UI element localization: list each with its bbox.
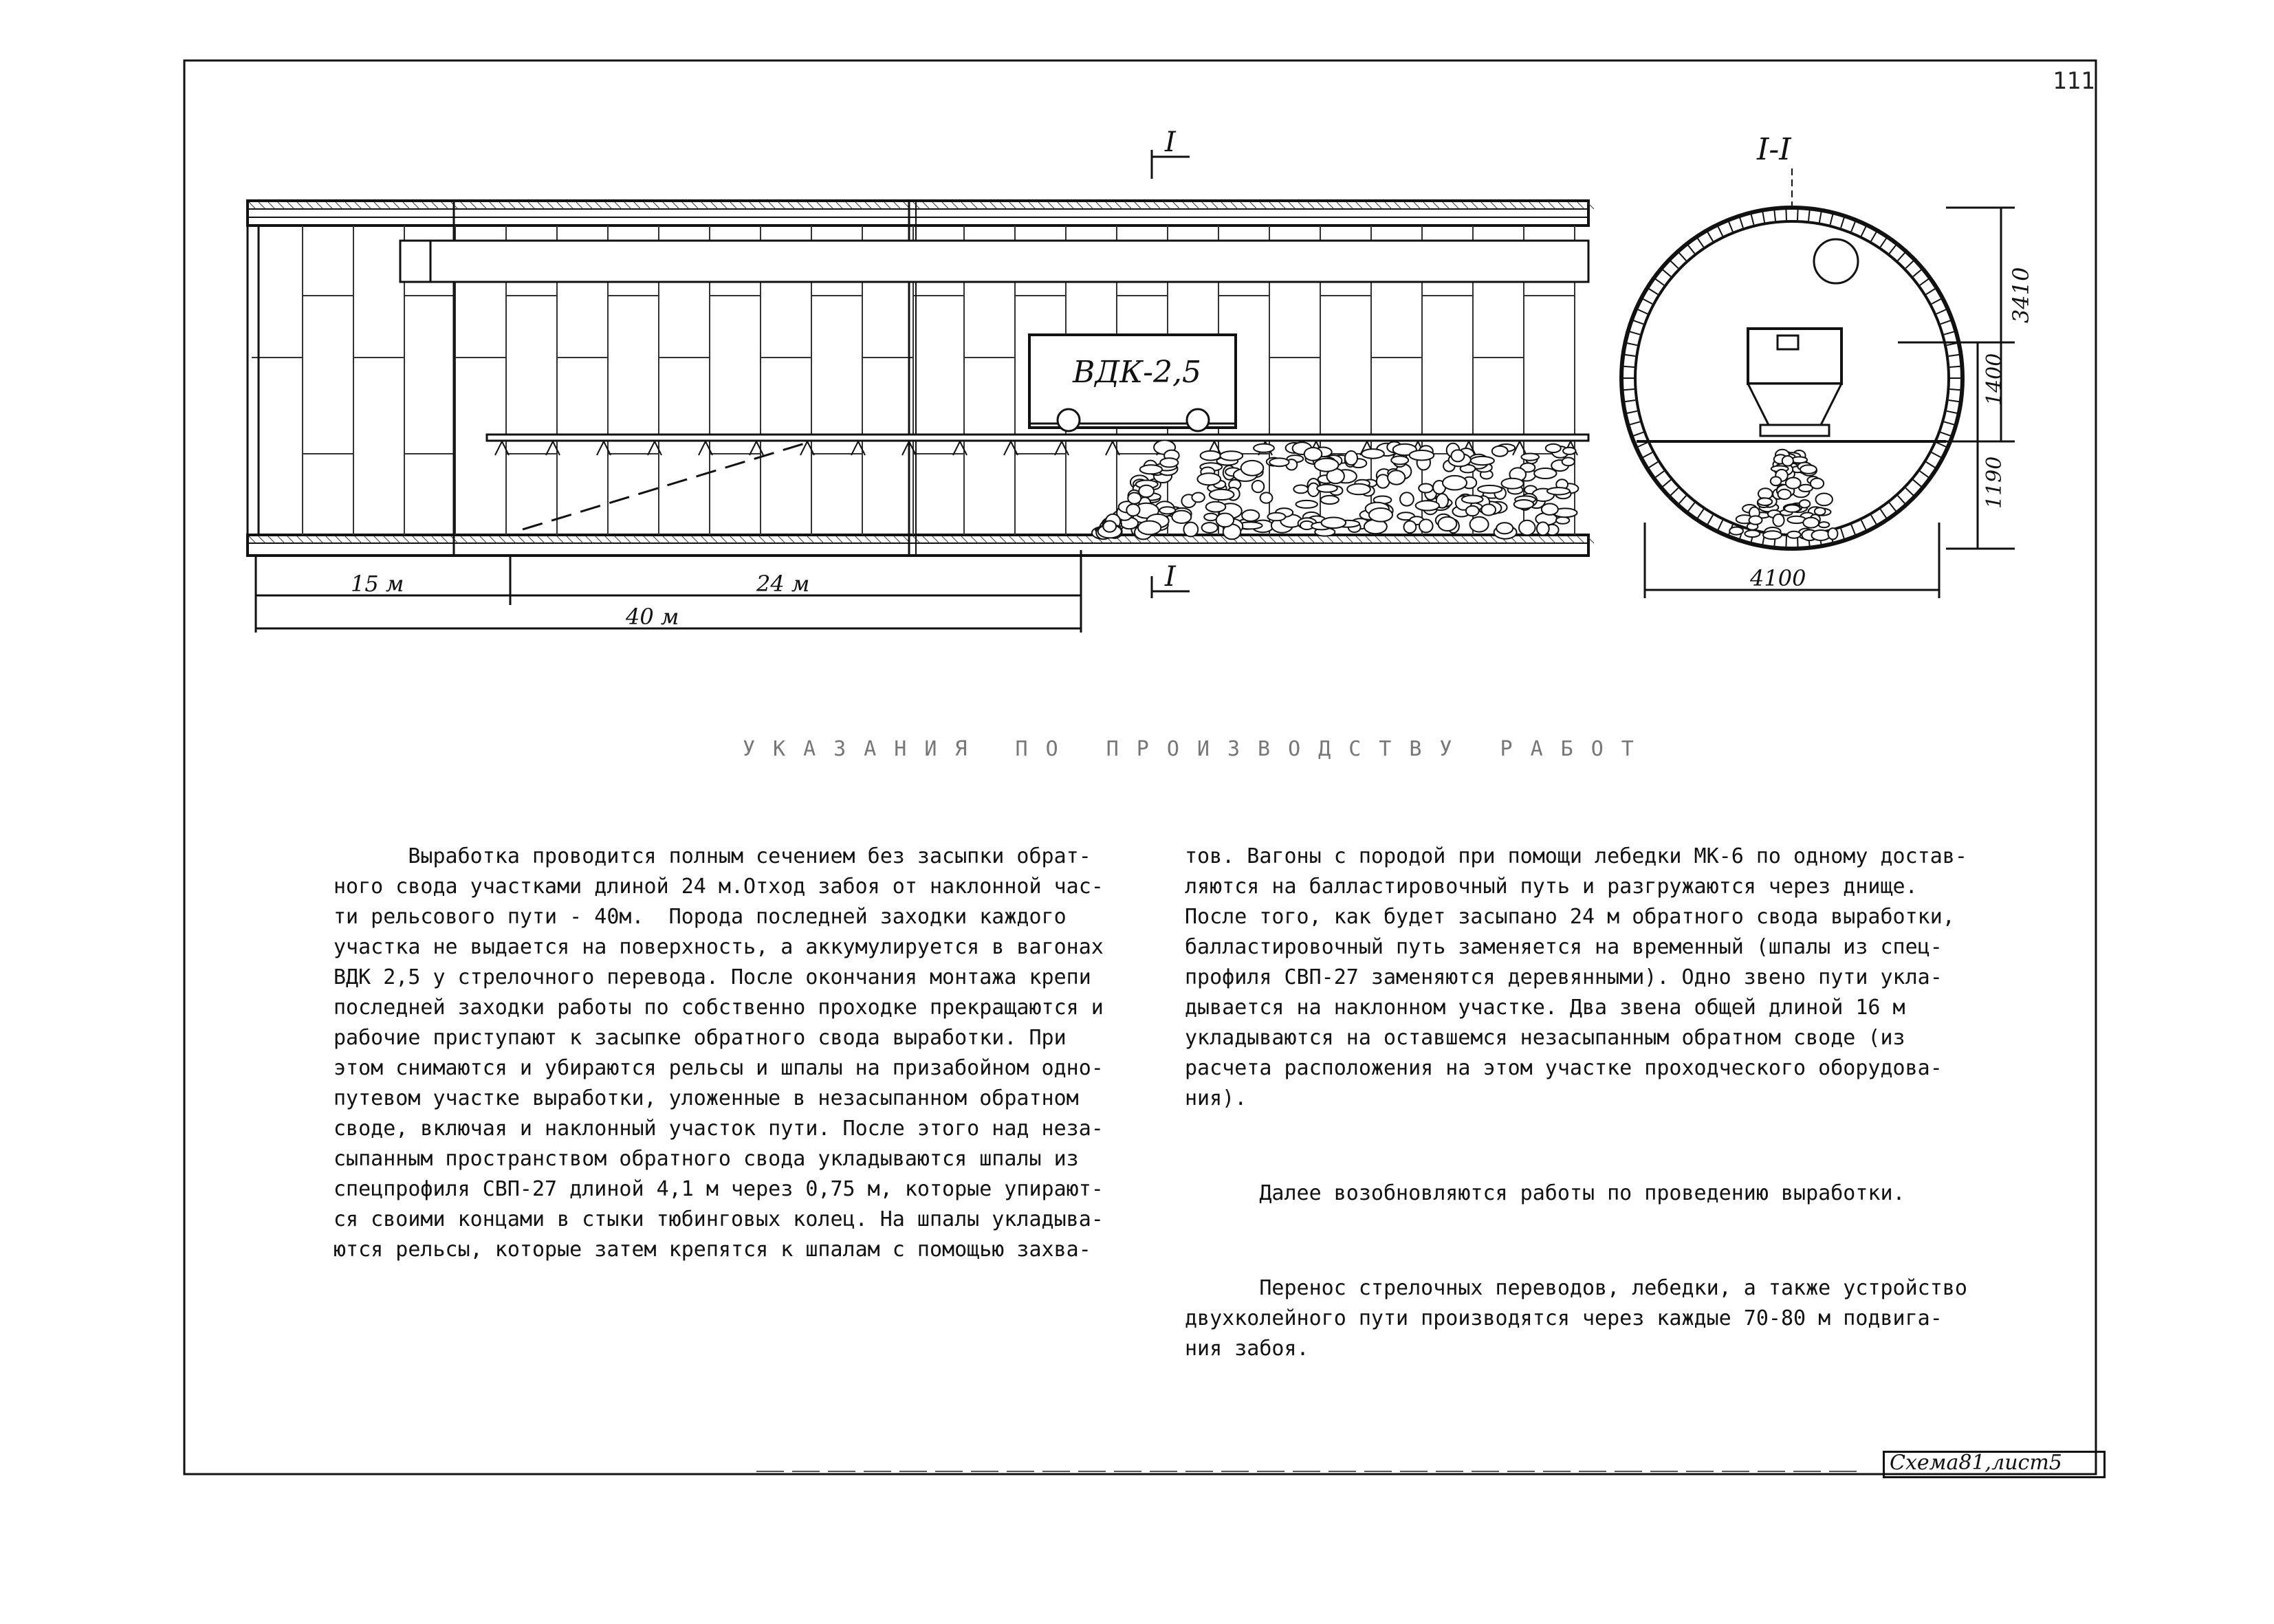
page-number: 111 — [2053, 67, 2095, 95]
instructions-right-column — [1185, 781, 1976, 1429]
sheet-stamp: Схема81,лист5 — [1890, 1451, 2062, 1475]
dim-height-lower: 1190 — [1982, 456, 2007, 509]
wagon-label: ВДК-2,5 — [1073, 355, 1201, 390]
paragraph: тов. Вагоны с породой при помощи лебедки МК-6 по одному достав- ляются на балластировочный путь и разгружаются через днище. После того, как будет засыпано 24 м обратного свода выработки, балластировочный путь заменяется на временный (шпалы из спец- профиля СВП-27 заменяются деревянными). Одно звено пути укла- дывается на наклонном участке. Два звена общей длиной 16 м укладываются на оставшемся незасыпанным обратном своде (из расчета расположения на этом участке проходческого оборудова- ния). — [1185, 844, 1967, 1110]
paragraph: Перенос стрелочных переводов, лебедки, а также устройство двухколейного пути производятся через каждые 70-80 м подвига- ния забоя. — [1185, 1276, 1967, 1361]
instructions-left-column — [334, 781, 1124, 1330]
longitudinal-section — [248, 127, 1594, 633]
paragraph: Выработка проводится полным сечением без засыпки обрат- ного свода участками длиной 24 м.Отход забоя от наклонной час- ти рельсового пути - 40м. Порода последней заходки каждого участка не выдается на поверхность, а аккумулируется в вагонах ВДК 2,5 у стрелочного перевода. После окончания монтажа крепи последней заходки работы по собственно проходке прекращаются и рабочие приступают к засыпке обратного свода выработки. При этом снимаются и убираются рельсы и шпалы на призабойном одно- путевом участке выработки, уложенные в незасыпанном обратном своде, включая и наклонный участок пути. После этого над неза- сыпанным пространством обратного свода укладываются шпалы из спецпрофиля СВП-27 длиной 4,1 м через 0,75 м, которые упирают- ся своими концами в стыки тюбинговых колец. На шпалы укладыва- ются рельсы, которые затем крепятся к шпалам с помощью захва- — [334, 844, 1104, 1262]
dim-width: 4100 — [1750, 565, 1806, 591]
paragraph: Далее возобновляются работы по проведению выработки. — [1185, 1181, 1905, 1205]
section-mark-top: I — [1165, 127, 1176, 158]
cross-section-title: I-I — [1757, 132, 1791, 167]
ventilation-duct — [1814, 239, 1858, 283]
wagon-cross — [1748, 329, 1841, 384]
dim-height-total: 3410 — [2008, 267, 2034, 323]
cross-section — [1621, 132, 2034, 598]
instructions-heading: УКАЗАНИЯ ПО ПРОИЗВОДСТВУ РАБОТ — [743, 737, 1652, 761]
wagon-wheel — [1187, 409, 1209, 431]
dim-total: 40 м — [626, 604, 679, 630]
wagon-wheel — [1058, 409, 1080, 431]
dim-segment-1: 15 м — [351, 571, 404, 597]
dim-height-upper: 1400 — [1982, 353, 2007, 406]
dim-segment-2: 24 м — [756, 571, 810, 597]
section-mark-bottom: I — [1165, 561, 1176, 593]
